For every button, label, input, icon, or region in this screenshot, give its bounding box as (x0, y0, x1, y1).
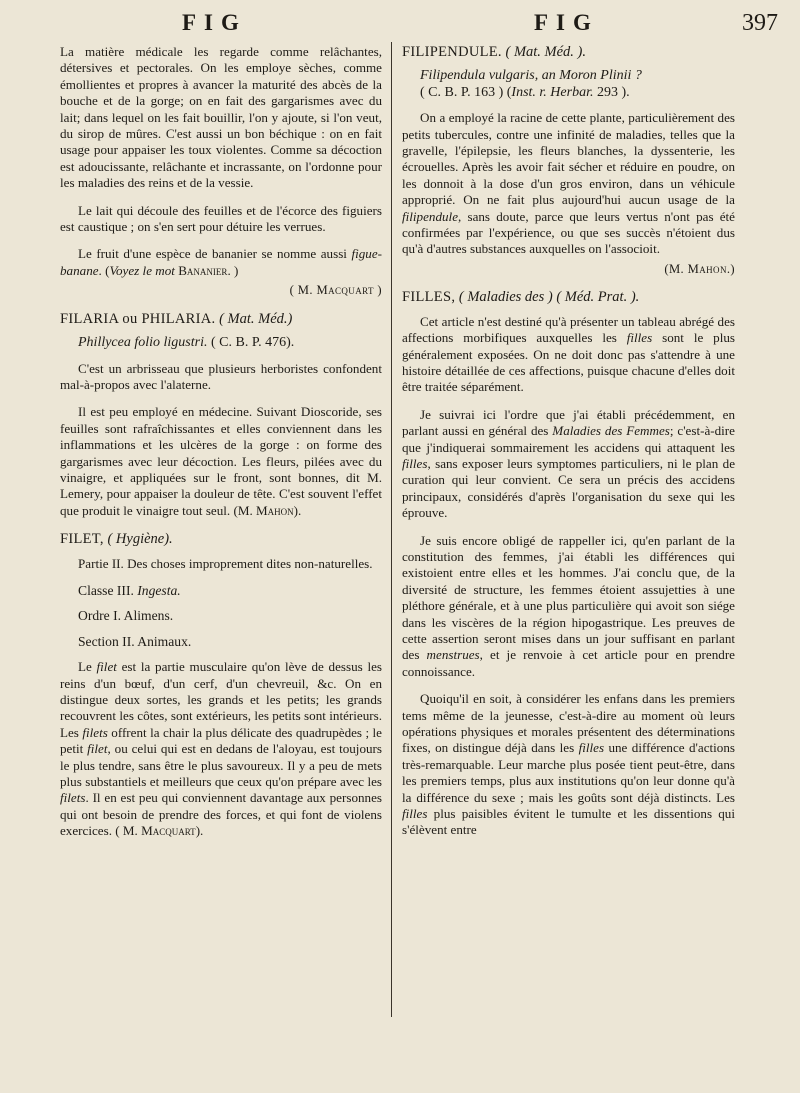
classification-line: Section II. Animaux. (78, 633, 192, 649)
entry-heading-filet (60, 531, 382, 547)
synonym-line: Filipendula vulgaris, an Moron Plinii ? ( C. B. P. 163 ) (Inst. r. Herbar. 293 ). (420, 68, 642, 100)
headword: FILARIA ou PHILARIA. (60, 310, 216, 327)
paragraph: C'est un arbrisseau que plusieurs herboristes confondent mal-à-propos avec l'alaterne. (60, 360, 382, 392)
entry-heading-filipendule (402, 44, 735, 60)
paragraph: Je suis encore obligé de rappeller ici, qu'en parlant de la constitution des femmes, j'ai établi les différences qui existoient entre elles et les hommes. J'ai conclu que, de la diversité de structure, les femmes étoient assujetties à une pléthore générale, et à une plus particulière qui avoit son siége dans les viscères de la région hipogastrique. Les preuves de cette assertion seront mises dans un jour suffisant en parlant des menstrues, et je renvoie à cet article pour en prendre connoissance. (402, 532, 735, 679)
paragraph: Il est peu employé en médecine. Suivant Dioscoride, ses feuilles sont rafraîchissantes et elles conviennent dans les inflammations et les ulcères de la gorge : on forme des gargarismes avec leur décoction. Les fleurs, pilées avec du vinaigre, et appliquées sur le front, sont bonnes, dit M. Lemery, pour appaiser la douleur de tête. C'est souvent l'effet que produit le vinaigre tout seul. (M. Mahon). (60, 404, 382, 518)
entry-domain: ( Mat. Méd.) (219, 310, 293, 327)
left-column (60, 44, 382, 851)
paragraph: La matière médicale les regarde comme relâchantes, détersives et pectorales. On les employe sèches, comme émollientes et propres à avancer la maturité des abcès de la bouche et de la gorge; on en fait des gargarismes avec du lait; dans lequel on les fait bouillir, l'on y ajoute, si l'on veut, du sirop de mûres. C'est aussi un bon béchique : on en fait usage pour appaiser les toux violentes. Comme sa décoction est adoucissante, relâchante et incrassante, on l'ordonne pour les maladies des reins et de la vessie. (60, 44, 382, 191)
author-signature: (M. Mahon.) (664, 261, 735, 276)
page-number: 397 (742, 10, 778, 36)
synonym-line: Phillycea folio ligustri. ( C. B. P. 476). (78, 335, 295, 351)
entry-domain: ( Mat. Méd. ). (505, 44, 587, 60)
classification-line: Partie II. Des choses improprement dites non-naturelles. (78, 555, 373, 571)
paragraph: Le lait qui découle des feuilles et de l'écorce des figuiers est caustique ; on s'en sert pour détuire les verrues. (60, 202, 382, 235)
paragraph: Cet article n'est destiné qu'à présenter un tableau abrégé des affections morbifiques auxquelles les filles sont le plus généralement exposées. On ne doit donc pas s'attendre à une histoire détaillée de ces affections, puisque chacune d'elles doit être traitée séparément. (402, 313, 735, 395)
paragraph: Le filet est la partie musculaire qu'on lève de dessus les reins d'un bœuf, d'un cerf, d'un chevreuil, &c. On en distingue deux sortes, les grands et les petits; les grands recouvrent les côtes, sont extérieurs, les petits sont intérieurs. Les filets offrent la chair la plus délicate des quadrupèdes ; le petit filet, ou celui qui est en dedans de l'aloyau, est toujours le plus tendre, sans être le plus savoureux. Il y a peu de mets plus substantiels et meilleurs que ceux qu'on prépare avec les filets. Il en est peu qui conviennent davantage aux personnes qui ont besoin de prendre des forces, et qui font de violens exercices. ( M. Macquart). (60, 659, 382, 839)
right-running-head: FIG (534, 10, 599, 35)
left-running-head: FIG (182, 10, 247, 35)
entry-domain: ( Hygiène). (107, 531, 173, 548)
headword: FILIPENDULE. (402, 44, 502, 60)
author-signature: ( M. Macquart ) (289, 283, 382, 298)
headword: FILLES, (402, 289, 456, 306)
running-header (0, 10, 800, 44)
paragraph: On a employé la racine de cette plante, particulièrement des petits tubercules, contre une infinité de maladies, telles que la gravelle, l'épilepsie, les fleurs blanches, la dyssenterie, les écrouelles. Après les avoir fait sécher et réduire en poudre, on les donnoit à la dose d'un gros environ, dans un véhicule approprié. On ne fait plus aujourd'hui aucun usage de la filipendule, sans doute, parce que leurs vertus n'ont pas été confirmées par l'expérience, ou que ses succès n'étoient dus qu'à d'autres substances auxquelles on l'associoit. (402, 110, 735, 257)
entry-heading-filaria (60, 311, 382, 327)
headword: FILET, (60, 531, 104, 548)
classification-line: Classe III. Ingesta. (78, 582, 181, 598)
entry-domain: ( Maladies des ) (458, 289, 553, 306)
classification-line: Ordre I. Alimens. (78, 608, 174, 624)
right-column (402, 44, 735, 850)
entry-domain: ( Méd. Prat. ). (556, 289, 640, 306)
paragraph: Quoiqu'il en soit, à considérer les enfans dans les premiers tems même de la jeunesse, c'est-à-dire au moment où leurs opérations physiques et morales présentent des déterminations fixes, on distingue déjà dans les filles une différence d'actions très-remarquable. Leur marche plus posée tient peut-être, dans les premiers temps, plus aux institutions qu'on leur donne qu'à la différence du sexe ; mais les goûts sont déjà distincts. Les filles plus paisibles évitent le tumulte et les dissentions qui s'élèvent entre (402, 691, 735, 838)
paragraph: Le fruit d'une espèce de bananier se nomme aussi figue-banane. (Voyez le mot Bananier. ) (60, 246, 382, 278)
column-divider (391, 42, 392, 1017)
paragraph: Je suivrai ici l'ordre que j'ai établi précédemment, en parlant aussi en général des Maladies des Femmes; c'est-à-dire que j'indiquerai sommairement les accidens qui attaquent les filles, sans exposer leurs symptomes particuliers, ni le plan de curation qui leur convient. Ce sera un précis des accidens principaux, considérés d'après l'organisation du sexe qui les éprouve. (402, 406, 735, 521)
entry-heading-filles (402, 289, 735, 305)
